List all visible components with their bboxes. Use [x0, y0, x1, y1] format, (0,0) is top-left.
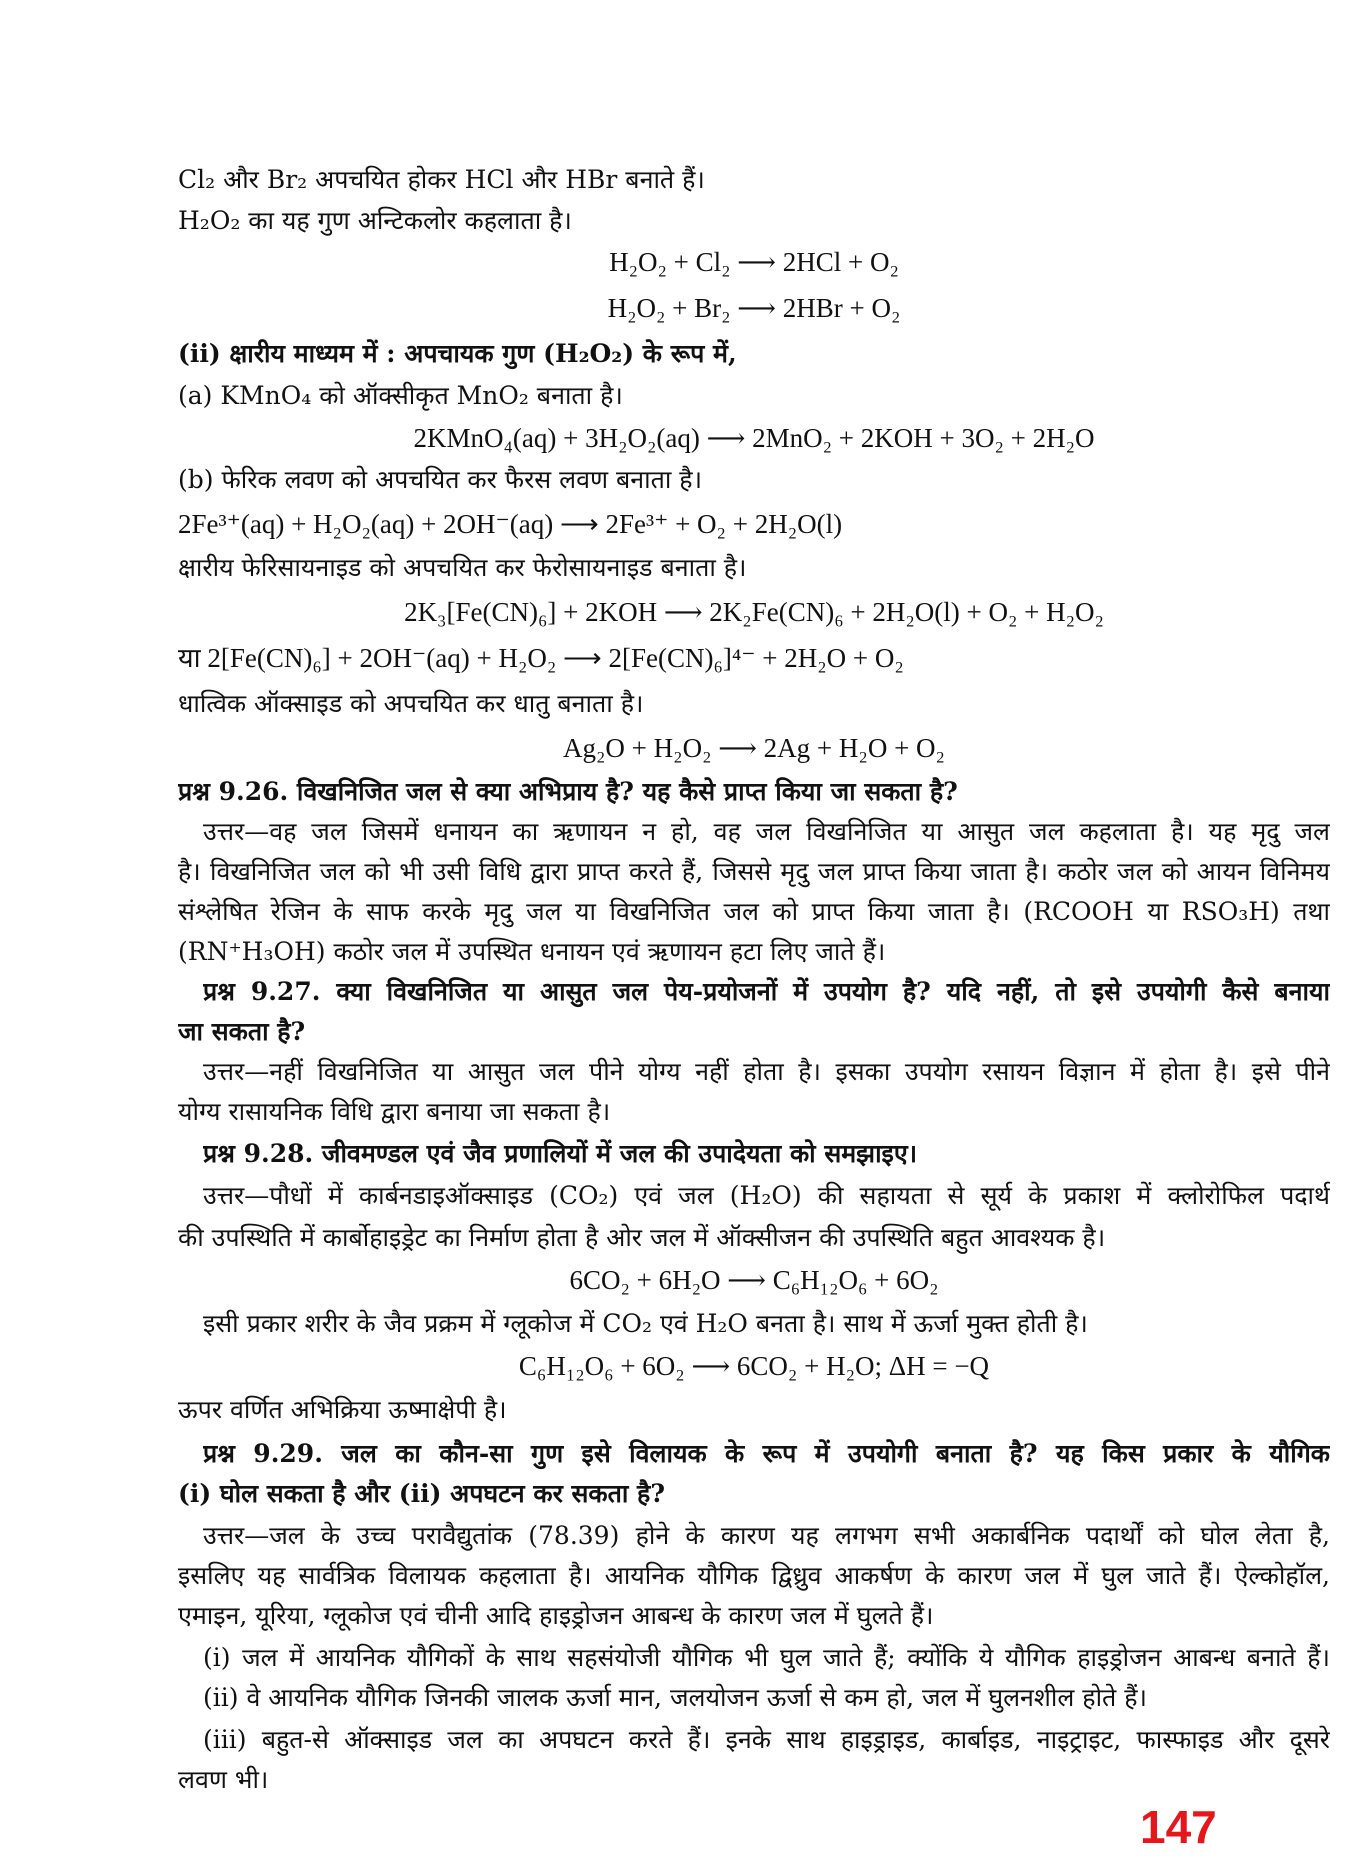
list-item: लवण भी। [178, 1765, 269, 1794]
text-line: क्षारीय फेरिसायनाइड को अपचयित कर फेरोसायनाइड बनाता है। [178, 553, 747, 582]
page-number: 147 [1140, 1801, 1217, 1853]
answer-line: उत्तर—नहीं विखनिजित या आसुत जल पीने योग्य नहीं होता है। इसका उपयोग रसायन विज्ञान में होता है। इसे पीने [203, 1057, 1330, 1086]
section-heading: (ii) क्षारीय माध्यम में : अपचायक गुण (H₂O₂) के रूप में, [178, 339, 737, 368]
answer-line: उत्तर—जल के उच्च परावैद्युतांक (78.39) होने के कारण यह लगभग सभी अकार्बनिक पदार्थों को घोल लेता है, [203, 1521, 1330, 1550]
answer-line: उत्तर—पौधों में कार्बनडाइऑक्साइड (CO₂) एवं जल (H₂O) की सहायता से सूर्य के प्रकाश में क्लोरोफिल पदार्थ [203, 1181, 1330, 1210]
text-line: (a) KMnO₄ को ऑक्सीकृत MnO₂ बनाता है। [178, 381, 623, 410]
answer-line: इसलिए यह सार्वत्रिक विलायक कहलाता है। आयनिक यौगिक द्विध्रुव आकर्षण के कारण जल में घुल जाते हैं। ऐल्कोहॉल, [178, 1561, 1330, 1590]
answer-line: योग्य रासायनिक विधि द्वारा बनाया जा सकता है। [178, 1097, 611, 1126]
text-line: H₂O₂ का यह गुण अन्टिकलोर कहलाता है। [178, 206, 572, 235]
list-item: (iii) बहुत-से ऑक्साइड जल का अपघटन करते हैं। इनके साथ हाइड्राइड, कार्बाइड, नाइट्राइट, फास्फाइड और दूसरे [203, 1725, 1330, 1754]
question-heading: (i) घोल सकता है और (ii) अपघटन कर सकता है? [178, 1479, 665, 1508]
list-item: (ii) वे आयनिक यौगिक जिनकी जालक ऊर्जा मान, जलयोजन ऊर्जा से कम हो, जल में घुलनशील होते हैं। [203, 1683, 1147, 1712]
text-line: Cl₂ और Br₂ अपचयित होकर HCl और HBr बनाते हैं। [178, 165, 705, 194]
question-heading: प्रश्न 9.28. जीवमण्डल एवं जैव प्रणालियों में जल की उपादेयता को समझाइए। [203, 1139, 918, 1168]
question-heading: प्रश्न 9.29. जल का कौन-सा गुण इसे विलायक के रूप में उपयोगी बनाता है? यह किस प्रकार के यौगिक [203, 1439, 1330, 1468]
list-item: (i) जल में आयनिक यौगिकों के साथ सहसंयोजी यौगिक भी घुल जाते हैं; क्योंकि ये यौगिक हाइड्रोजन आबन्ध बनाते हैं। [203, 1643, 1330, 1672]
equation: 6CO₂ + 6H₂O ⟶ C₆H₁₂O₆ + 6O₂ [569, 1265, 939, 1295]
equation: H₂O₂ + Cl₂ ⟶ 2HCl + O₂ [609, 247, 899, 277]
question-heading: प्रश्न 9.26. विखनिजित जल से क्या अभिप्राय है? यह कैसे प्राप्त किया जा सकता है? [178, 777, 958, 806]
equation: या 2[Fe(CN)₆] + 2OH⁻(aq) + H₂O₂ ⟶ 2[Fe(CN)₆]⁴⁻ + 2H₂O + O₂ [178, 643, 904, 673]
answer-line: (RN⁺H₃OH) कठोर जल में उपस्थित धनायन एवं ऋणायन हटा लिए जाते हैं। [178, 937, 886, 966]
answer-line: उत्तर—वह जल जिसमें धनायन का ऋणायन न हो, वह जल विखनिजित या आसुत जल कहलाता है। यह मृदु जल [203, 817, 1330, 846]
question-heading: जा सकता है? [178, 1017, 306, 1046]
equation: H₂O₂ + Br₂ ⟶ 2HBr + O₂ [607, 293, 901, 323]
equation: C₆H₁₂O₆ + 6O₂ ⟶ 6CO₂ + H₂O; ΔH = −Q [518, 1351, 990, 1381]
answer-line: एमाइन, यूरिया, ग्लूकोज एवं चीनी आदि हाइड्रोजन आबन्ध के कारण जल में घुलते हैं। [178, 1601, 934, 1630]
text-line: (b) फेरिक लवण को अपचयित कर फैरस लवण बनाता है। [178, 465, 703, 494]
question-heading: प्रश्न 9.27. क्या विखनिजित या आसुत जल पेय-प्रयोजनों में उपयोग है? यदि नहीं, तो इसे उपयोगी कैसे बनाया [203, 977, 1330, 1006]
equation: 2K₃[Fe(CN)₆] + 2KOH ⟶ 2K₂Fe(CN)₆ + 2H₂O(l) + O₂ + H₂O₂ [404, 597, 1104, 627]
answer-line: है। विखनिजित जल को भी उसी विधि द्वारा प्राप्त करते हैं, जिससे मृदु जल प्राप्त किया जाता है। कठोर जल को आयन विनिमय [178, 857, 1330, 886]
equation: Ag₂O + H₂O₂ ⟶ 2Ag + H₂O + O₂ [563, 733, 945, 763]
answer-line: संश्लेषित रेजिन के साफ करके मृदु जल या विखनिजित जल को प्राप्त किया जाता है। (RCOOH या RSO₃H) तथा [178, 897, 1330, 926]
text-line: इसी प्रकार शरीर के जैव प्रक्रम में ग्लूकोज में CO₂ एवं H₂O बनता है। साथ में ऊर्जा मुक्त होती है। [203, 1309, 1088, 1338]
text-line: धात्विक ऑक्साइड को अपचयित कर धातु बनाता है। [178, 689, 644, 718]
equation: 2Fe³⁺(aq) + H₂O₂(aq) + 2OH⁻(aq) ⟶ 2Fe³⁺ + O₂ + 2H₂O(l) [178, 509, 843, 539]
answer-line: की उपस्थिति में कार्बोहाइड्रेट का निर्माण होता है ओर जल में ऑक्सीजन की उपस्थिति बहुत आवश्यक है। [178, 1223, 1106, 1252]
equation: 2KMnO₄(aq) + 3H₂O₂(aq) ⟶ 2MnO₂ + 2KOH + 3O₂ + 2H₂O [413, 423, 1095, 453]
text-line: ऊपर वर्णित अभिक्रिया ऊष्माक्षेपी है। [178, 1395, 507, 1424]
